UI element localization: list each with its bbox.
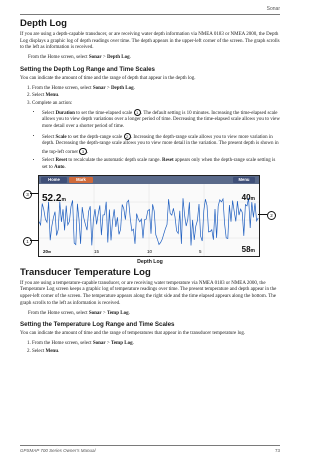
page-content (20, 18, 280, 358)
header-rule (20, 14, 280, 15)
depth-trace-line (39, 198, 258, 246)
depth-graph (39, 184, 259, 256)
menu-tab[interactable]: Menu (233, 177, 255, 183)
action-reset: • Select Reset to recalculate the automatic depth scale range. Reset appears only when the depth-range scale setting is set to Auto. (42, 158, 280, 171)
step-2: 2. Select Menu. (32, 349, 280, 356)
temp-log-nav: From the Home screen, select Sonar > Temp Log. (28, 310, 130, 316)
temp-log-settings-intro: You can indicate the amount of time and the range of temperatures that appear in the transducer temperature log. (20, 331, 246, 337)
figure-caption: Depth Log (137, 258, 163, 265)
time-tick: 15 (94, 248, 100, 254)
temp-log-settings-heading: Setting the Temperature Log Range and Time Scales (20, 321, 175, 329)
step-1: 1. From the Home screen, select Sonar > Temp Log. (32, 341, 280, 348)
bottom-depth-label: 58m (241, 244, 255, 254)
callout-leader (258, 214, 267, 215)
top-depth-label: 40m (241, 192, 255, 202)
home-tab[interactable]: Home (41, 177, 67, 183)
step-3: 3. Complete an action: • Select Duration to set the time-elapsed scale 1 . The default setting is 10 minutes. Increasing the time-elapsed scale allows you to view depth variations over a longer period of time. Decreasing the time-elapsed scale allows you to view more detail over a shorter period of time. • Select Scale to set the depth-range scale 2 . Increasing the depth-range scale allows you to view more variation in depth. Decreasing the depth-range scale allows you to view more detail in the variation. The present depth is shown in the top-left corner 3 . • Select Reset to recalculate the automatic depth scale range. Reset appears only when the depth-range scale setting is set to Auto. (32, 101, 280, 172)
depth-log-nav: From the Home screen, select Sonar > Depth Log. (28, 55, 131, 61)
depth-log-settings-heading: Setting the Depth Log Range and Time Scales (20, 65, 156, 73)
time-tick: 10 (147, 248, 153, 254)
callout-leader (30, 193, 39, 194)
callout-number-icon: 1 (134, 109, 141, 116)
temp-log-steps (20, 341, 280, 355)
temp-log-heading: Transducer Temperature Log (20, 266, 151, 278)
action-scale: • Select Scale to set the depth-range scale 2 . Increasing the depth-range scale allows you to view more variation in depth. Decreasing the depth-range scale allows you to view more detail in the variation. The present depth is shown in the top-left corner 3 . (42, 133, 280, 157)
footer-rule (20, 445, 280, 446)
depth-log-figure (20, 175, 280, 267)
callout-leader (30, 240, 39, 241)
depth-log-intro: If you are using a depth-capable transducer, or are receiving water depth information via NMEA 0183 or NMEA 2000, the Depth Log displays a graphic log of depth readings over time. The depth appears in the upper-left corner of the screen. The graph scrolls to the left as information is received. (20, 32, 280, 51)
depth-log-heading: Depth Log (20, 18, 67, 29)
step-2: 2. Select Menu. (32, 93, 280, 100)
manual-title: GPSMAP 700 Series Owner's Manual (20, 448, 96, 453)
depth-log-settings-intro: You can indicate the amount of time and the range of depth that appear in the depth log. (20, 75, 196, 81)
action-list (32, 109, 280, 172)
time-tick: 5 (199, 248, 202, 254)
depth-log-steps (20, 86, 280, 172)
callout-3: 3 (23, 190, 32, 199)
section-label: Sonar (266, 6, 280, 12)
callout-number-icon: 2 (124, 133, 131, 140)
screen-tab-bar (39, 176, 259, 184)
callout-1: 1 (23, 237, 32, 246)
temp-log-intro: If you are using a temperature-capable transducer, or are receiving water temperature via NMEA 0183 or NMEA 2000, the Temperature Log screen keeps a graphic log of temperature readings over time. The present temperature and depth appear in the upper-left corner of the screen. The temperature appears along the right side and the time elapsed appears along the bottom. The graph scrolls to the left as information is received. (20, 280, 277, 306)
callout-2: 2 (267, 211, 276, 220)
grid-lines (39, 184, 259, 256)
depth-log-screen (38, 175, 260, 257)
step-1: 1. From the Home screen, select Sonar > Depth Log. (32, 86, 280, 93)
duration-label: 20m (43, 248, 52, 254)
mark-tab[interactable]: Mark (69, 177, 93, 183)
current-depth-readout: 52.2m (42, 192, 66, 204)
depth-trace (39, 184, 259, 256)
page-number: 73 (274, 448, 280, 453)
callout-number-icon: 3 (79, 148, 86, 155)
action-duration: • Select Duration to set the time-elapsed scale 1 . The default setting is 10 minutes. Increasing the time-elapsed scale allows you to view depth variations over a longer period of time. Decreasing the time-elapsed scale allows you to view more detail over a shorter period of time. (42, 109, 280, 131)
